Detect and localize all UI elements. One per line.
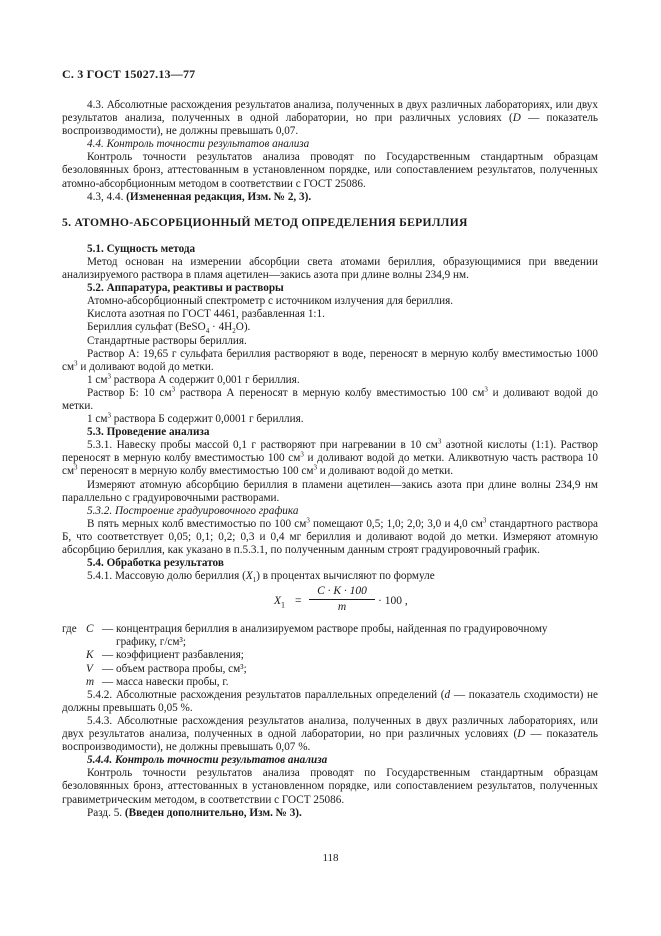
text: 5.4.2. Абсолютные расхождения результатов параллельных определений ( [87,688,445,701]
text: помещают 0,5; 1,0; 2,0; 3,0 и 4,0 см [309,517,483,530]
superscript: 3 [171,385,176,394]
text: 5.4.3. Абсолютные расхождения результатов анализа, полученных в двух различных лабораториях, или двух результатов анализа, полученных в одной лаборатории, но при различных условиях ( [62,714,598,741]
edition-note-bold: (Измененная редакция, Изм. № 2, 3). [126,190,312,203]
definition-symbol: K [86,649,94,662]
text: В пять мерных колб вместимостью по 100 см [87,517,307,530]
heading-5-1: 5.1. Сущность метода [87,242,196,255]
text: раствора Б содержит 0,0001 г бериллия. [110,413,304,426]
section-note [62,807,598,820]
heading-5-4: 5.4. Обработка результатов [87,557,224,570]
paragraph-5-2-h [62,413,598,426]
formula-equals: = [295,595,302,608]
paragraph-5-4-1 [62,570,598,583]
section-title: 5. АТОМНО-АБСОРБЦИОННЫЙ МЕТОД ОПРЕДЕЛЕНИЯ БЕРИЛЛИЯ [62,215,468,229]
definition-dash: — [102,649,114,662]
paragraph-5-4-4: Контроль точности результатов анализа проводят по Государственным стандартным образцам безоловянных бронз, аттестованных в установленном порядке, или сопоставлением результатов, полученных гравиметрическим методом, в соответствии с ГОСТ 25086. [62,767,598,806]
symbol-D: D [517,728,526,741]
page-header: С. 3 ГОСТ 15027.13—77 [62,67,196,81]
text: 1 см [87,373,108,386]
paragraph-5-1: Метод основан на измерении абсорбции света атомами бериллия, образующимися при введении анализируемого раствора в пламя ацетилен—закись азота при длине волны 234,9 нм. [62,255,598,282]
paragraph-5-2-f [62,374,598,387]
paragraph-5-2-g [62,387,598,413]
superscript: 3 [482,516,487,525]
symbol-D: D [512,112,521,125]
page-number: 118 [322,852,339,864]
heading-5-3: 5.3. Проведение анализа [87,426,210,439]
definition-row [62,649,598,662]
superscript: 3 [313,463,317,472]
superscript: 3 [306,516,310,525]
superscript: 3 [484,385,488,394]
definitions-list [62,623,598,688]
document-body [62,99,598,820]
superscript: 3 [437,437,442,446]
definition-symbol: m [86,675,95,688]
superscript: 3 [107,372,111,381]
section-note-bold: (Введен дополнительно, Изм. № 3). [124,806,302,819]
definition-symbol: V [86,662,93,675]
superscript: 3 [107,411,111,420]
subscript: 4 [205,327,210,336]
paragraph-4-3 [62,99,598,138]
text: раствора А переносят в мерную колбу вместимостью 100 см [175,386,485,399]
text: Раствор Б: 10 см [87,386,172,399]
superscript: 3 [300,450,304,459]
heading-5-2: 5.2. Аппаратура, реактивы и растворы [87,282,284,295]
paragraph-5-4-3 [62,715,598,754]
definition-row [62,676,598,689]
text: и доливают водой до метки. [62,386,598,412]
definition-row [62,623,598,636]
edition-note [62,191,598,204]
formula-subscript: 1 [281,600,286,610]
text: 5.3.1. Навеску пробы массой 0,1 г растворяют при нагревании в 10 см [87,439,438,452]
text: и доливают водой до метки. [316,465,454,478]
text: переносят в мерную колбу вместимостью 100 см [77,465,314,478]
superscript: 3 [74,358,78,367]
text: Разд. 5. [87,806,125,819]
text: — показатель сходимости) не должны превышать 0,05 %. [62,688,598,714]
definition-text: коэффициент разбавления; [116,649,244,662]
paragraph-5-2-e [62,348,598,374]
text: раствора А содержит 0,001 г бериллия. [110,373,300,386]
subscript: 1 [252,576,257,585]
paragraph-5-4-2 [62,689,598,715]
paragraph-5-3-2 [62,518,598,557]
text: 1 см [87,413,108,426]
paragraph-4-4: Контроль точности результатов анализа проводят по Государственным стандартным образцам безоловянных бронз, аттестованным в установленном порядке, или сопоставлением результатов, полученных атомно-абсорбционным методом в соответствии с ГОСТ 25086. [62,151,598,190]
formula-numerator: C · K · 100 [309,585,375,600]
text: и доливают водой до метки. Аликвотную часть раствора 10 см [62,452,598,478]
paragraph-5-2-c [62,321,598,334]
paragraph-5-2-d: Стандартные растворы бериллия. [87,334,247,347]
definition-prefix: где [62,623,77,636]
paragraph-5-3-1-measure: Измеряют атомную абсорбцию бериллия в пламени ацетилен—закись азота при длине волны 234,9 нм параллельно с градуировочными растворами. [62,478,598,504]
definition-dash: — [102,623,114,636]
formula-tail: · 100 , [378,595,408,608]
definition-row [62,663,598,676]
symbol-X: X [245,570,253,583]
heading-5-3-2: 5.3.2. Построение градуировочного графика [87,504,299,517]
definition-text: объем раствора пробы, см³; [116,662,247,675]
paragraph-5-3-1 [62,439,598,478]
text: стандартного раствора Б, что соответствует 0,05; 0,1; 0,2; 0,3 и 0,4 мг бериллия и доливают водой до метки. Измеряют атомную абсорбцию бериллия, как указано в п.5.3.1, по полученным данным строят градуировочный график. [62,517,599,556]
definition-dash: — [102,675,114,688]
definition-continuation: графику, г/см³; [116,636,186,649]
text: — показатель воспроизводимости), не должны превышать 0,07. [62,112,599,138]
formula-lhs [274,595,285,608]
formula-fraction [309,585,375,614]
heading-4-4: 4.4. Контроль точности результатов анализа [87,138,310,151]
formula-symbol-X: X [274,595,282,608]
definition-dash: — [102,662,114,675]
formula-denominator: m [337,601,347,614]
text: Бериллия сульфат (BeSO [87,321,206,334]
heading-5-4-4: 5.4.4. Контроль точности результатов анализа [87,754,328,767]
text: O). [235,321,251,334]
definition-symbol: C [86,623,94,636]
text: и доливают водой до метки. [77,360,214,373]
text: 5.4.1. Массовую долю бериллия ( [87,570,246,583]
subscript: 2 [232,327,236,336]
definition-text: масса навески пробы, г. [116,675,229,688]
text: 4.3. Абсолютные расхождения результатов анализа, полученных в двух различных лабораториях, или двух результатов анализа, полученных в одной лаборатории, но при различных условиях ( [62,99,598,125]
text: 4.3, 4.4. [87,190,127,203]
paragraph-5-2-b: Кислота азотная по ГОСТ 4461, разбавленная 1:1. [87,308,325,321]
text: — показатель воспроизводимости), не должны превышать 0,07 %. [62,728,599,754]
text: азотной кислоты (1:1). Раствор переносят в мерную колбу вместимостью 100 см [62,439,598,465]
symbol-d: d [444,688,451,701]
text: ) в процентах вычисляют по формуле [256,570,435,583]
text: · 4H [209,321,233,334]
superscript: 3 [74,463,78,472]
formula [62,585,598,619]
text: Раствор А: 19,65 г сульфата бериллия растворяют в воде, переносят в мерную колбу вместимостью 1000 см [62,347,598,373]
definition-text: концентрация бериллия в анализируемом растворе пробы, найденная по градуировочному [116,623,548,636]
paragraph-5-2-a: Атомно-абсорбционный спектрометр с источником излучения для бериллия. [87,295,454,308]
